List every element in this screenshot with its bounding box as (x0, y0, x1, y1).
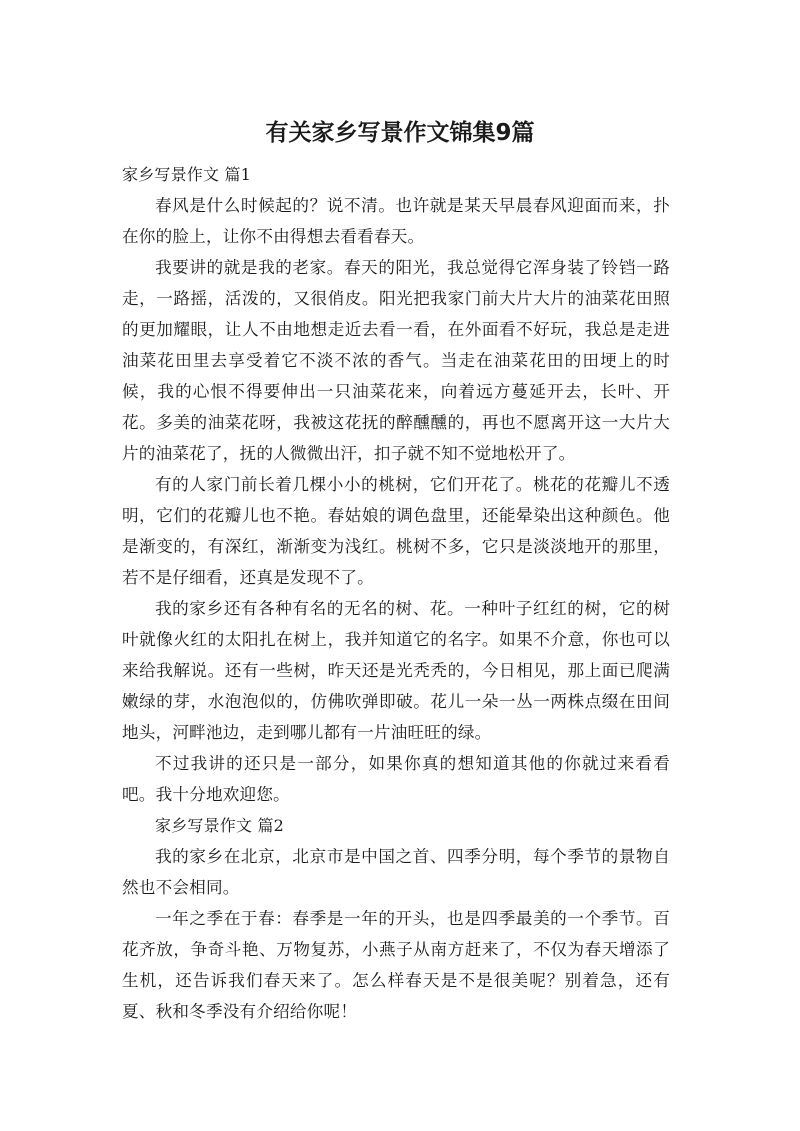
section-heading: 家乡写景作文 篇1 (122, 165, 252, 184)
document-title: 有关家乡写景作文锦集9篇 (265, 120, 535, 146)
paragraph: 有的人家门前长着几棵小小的桃树，它们开花了。桃花的花瓣儿不透明，它们的花瓣儿也不艳。春姑娘的调色盘里，还能晕染出这种颜色。他是渐变的，有深红，渐渐变为浅红。桃树不多，它只是淡淡地开的那里，若不是仔细看，还真是发现不了。 (122, 475, 670, 587)
paragraph: 一年之季在于春：春季是一年的开头，也是四季最美的一个季节。百花齐放，争奇斗艳、万物复苏，小燕子从南方赶来了，不仅为春天增添了生机，还告诉我们春天来了。怎么样春天是不是很美呢？别着急，还有夏、秋和冬季没有介绍给你呢！ (122, 909, 670, 1021)
paragraph: 春风是什么时候起的？说不清。也许就是某天早晨春风迎面而来，扑在你的脸上，让你不由得想去看看春天。 (122, 196, 670, 246)
paragraph: 我的家乡在北京，北京市是中国之首、四季分明，每个季节的景物自然也不会相同。 (122, 847, 670, 897)
document-body (122, 159, 670, 1027)
section-heading: 家乡写景作文 篇2 (155, 816, 285, 835)
paragraph: 我要讲的就是我的老家。春天的阳光，我总觉得它浑身装了铃铛一路走，一路摇，活泼的，又很俏皮。阳光把我家门前大片大片的油菜花田照的更加耀眼，让人不由地想走近去看一看，在外面看不好玩，我总是走进油菜花田里去享受着它不淡不浓的香气。当走在油菜花田的田埂上的时候，我的心恨不得要伸出一只油菜花来，向着远方蔓延开去，长叶、开花。多美的油菜花呀，我被这花抚的醉醺醺的，再也不愿离开这一大片大片的油菜花了，抚的人微微出汗，扣子就不知不觉地松开了。 (122, 258, 670, 463)
paragraph: 我的家乡还有各种有名的无名的树、花。一种叶子红红的树，它的树叶就像火红的太阳扎在树上，我并知道它的名字。如果不介意，你也可以来给我解说。还有一些树，昨天还是光秃秃的，今日相见，那上面已爬满嫩绿的芽，水泡泡似的，仿佛吹弹即破。花儿一朵一丛一两株点缀在田间地头，河畔池边，走到哪儿都有一片油旺旺的绿。 (122, 599, 670, 742)
paragraph: 不过我讲的还只是一部分，如果你真的想知道其他的你就过来看看吧。我十分地欢迎您。 (122, 754, 670, 804)
